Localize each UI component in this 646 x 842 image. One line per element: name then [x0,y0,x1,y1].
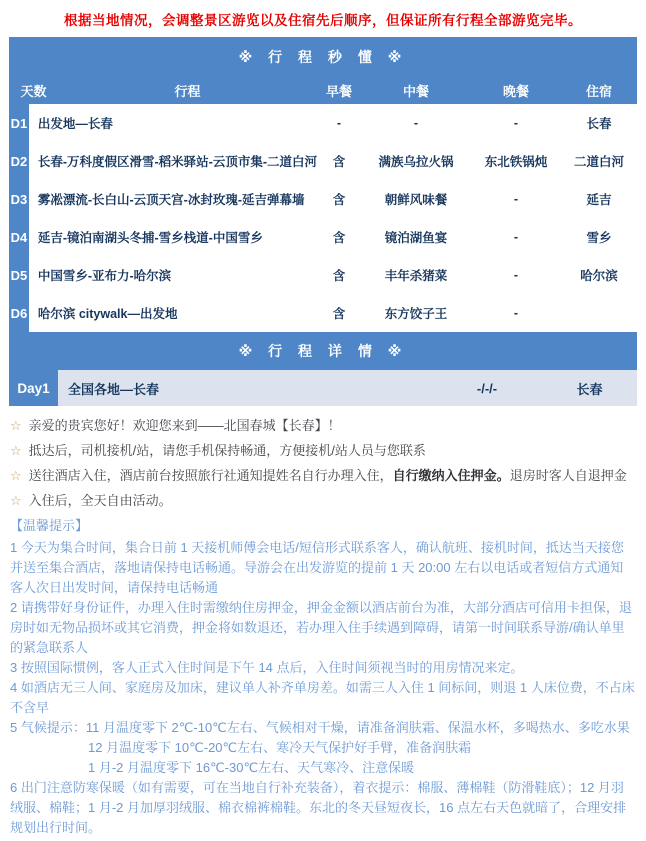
route-cell: 延吉-镜泊南湖头冬捕-雪乡栈道-中国雪乡 [37,231,263,245]
breakfast-cell: 含 [332,269,346,283]
column-header-lunch: 中餐 [402,84,429,99]
summary-table-body [9,104,637,332]
star-icon: ☆ [10,443,22,458]
summary-rows-area [29,104,637,332]
lunch-cell: 东方饺子王 [384,307,448,321]
day-cell: D1 [10,115,28,131]
tip-item-climate-dec: 12 月温度零下 10℃-20℃左右、寒冷天气保护好手臂，准备润肤霜 [88,740,472,755]
stay-cell: 二道白河 [573,155,624,169]
lunch-cell: 满族乌拉火锅 [378,155,454,169]
star-icon: ☆ [10,468,22,483]
stay-cell: 哈尔滨 [580,269,618,283]
table-row [29,180,637,218]
day1-meals: -/-/- [476,380,498,396]
bullet-text: 入住后，全天自由活动。 [28,493,172,508]
day-cell: D5 [10,267,28,283]
table-row [29,218,637,256]
lunch-cell: 丰年杀猪菜 [384,269,448,283]
breakfast-cell: 含 [332,155,346,169]
dinner-cell: - [513,230,519,244]
day1-details [0,406,646,838]
day-cell: D3 [10,191,28,207]
detail-bullet [10,488,636,513]
tip-item: 1 今天为集合时间，集合日前 1 天接机师傅会电话/短信形式联系客人，确认航班、接机时间，抵达当天接您并送至集合酒店，落地请保持电话畅通。导游会在出发游览的提前 1 天 20:00 左右以电话或者短信方式通知客人次日出发时间，请保持电话畅通 [10,540,624,595]
lunch-cell: - [413,116,419,130]
route-cell: 中国雪乡-亚布力-哈尔滨 [37,269,172,283]
route-cell: 雾凇漂流-长白山-云顶天宫-冰封玫瑰-延吉弹幕墙 [37,193,305,207]
tip-item: 3 按照国际惯例，客人正式入住时间是下午 14 点后，入住时间须视当时的用房情况来定。 [10,660,524,675]
summary-table-header-row [9,77,637,104]
itinerary-summary-table [9,37,637,370]
column-header-day: 天数 [20,84,47,99]
star-icon: ☆ [10,493,22,508]
lunch-cell: 朝鲜风味餐 [384,193,448,207]
detail-bullet [10,463,636,488]
tip-item: 5 气候提示：11 月温度零下 2℃-10℃左右、气候相对干燥，请准备润肤霜、保温水杯，多喝热水、多吃水果 [10,720,630,735]
tip-item: 4 如酒店无三人间、家庭房及加床，建议单人补齐单房差。如需三人入住 1 间标间，则退 1 人床位费，不占床不含早 [10,680,635,715]
column-header-route: 行程 [174,84,201,99]
day-cell: D6 [10,305,28,321]
route-cell: 长春-万科度假区滑雪-稻米驿站-云顶市集-二道白河 [37,155,317,169]
route-cell: 哈尔滨 citywalk—出发地 [37,307,178,321]
day-number-column [9,104,29,332]
table-row [29,256,637,294]
column-header-breakfast: 早餐 [325,84,352,99]
day1-stay: 长春 [576,381,603,397]
bullet-text: 送往酒店入住，酒店前台按照旅行社通知提姓名自行办理入住，自行缴纳入住押金。退房时客人自退押金 [28,468,627,483]
table-row [29,142,637,180]
table-row [29,104,637,142]
details-section-title: ※ 行 程 详 情 ※ [9,332,637,370]
day1-header-row [9,370,637,406]
stay-cell: 延吉 [586,193,612,207]
lunch-cell: 镜泊湖鱼宴 [384,231,448,245]
summary-table-title: ※ 行 程 秒 懂 ※ [238,49,408,65]
breakfast-cell: 含 [332,193,346,207]
tip-item: 2 请携带好身份证件，办理入住时需缴纳住房押金，押金金额以酒店前台为准，大部分酒店可信用卡担保，退房时如无物品损坏或其它消费，押金将如数退还，若办理入住手续遇到障碍，请第一时间联系导游/确认单里的紧急联系人 [10,600,632,655]
tips-title: 【温馨提示】 [10,518,89,533]
breakfast-cell: 含 [332,231,346,245]
dinner-cell: 东北铁锅炖 [484,155,548,169]
day1-route: 全国各地—长春 [68,381,160,397]
column-header-stay: 住宿 [585,84,612,99]
day-cell: D2 [10,153,28,169]
detail-bullet [10,438,636,463]
dinner-cell: - [513,116,519,130]
day1-summary [58,370,637,406]
bullet-text: 亲爱的贵宾您好！欢迎您来到——北国春城【长春】！ [28,418,341,433]
table-row [29,294,637,332]
day1-label: Day1 [9,370,58,406]
breakfast-cell: 含 [332,307,346,321]
star-icon: ☆ [10,418,22,433]
tip-item: 6 出门注意防寒保暖（如有需要，可在当地自行补充装备），着衣提示：棉服、薄棉鞋（防滑鞋底）；12 月羽绒服、棉鞋；1 月-2 月加厚羽绒服、棉衣棉裤棉鞋。东北的冬天昼短夜长，16 点左右天色就暗了，合理安排规划出行时间。 [10,780,627,835]
dinner-cell: - [513,306,519,320]
day-cell: D4 [10,229,28,245]
detail-bullet [10,413,636,438]
tip-item-climate-jan: 1 月-2 月温度零下 16℃-30℃左右、天气寒冷、注意保暖 [88,760,415,775]
column-header-dinner: 晚餐 [502,84,529,99]
stay-cell: 长春 [586,117,612,131]
bullet-text: 抵达后，司机接机/站，请您手机保持畅通，方便接机/站人员与您联系 [28,443,426,458]
adjustment-notice: 根据当地情况，会调整景区游览以及住宿先后顺序，但保证所有行程全部游览完毕。 [64,13,582,28]
route-cell: 出发地—长春 [37,117,113,131]
dinner-cell: - [513,268,519,282]
stay-cell: 雪乡 [586,231,612,245]
breakfast-cell: - [336,116,342,130]
dinner-cell: - [513,192,519,206]
